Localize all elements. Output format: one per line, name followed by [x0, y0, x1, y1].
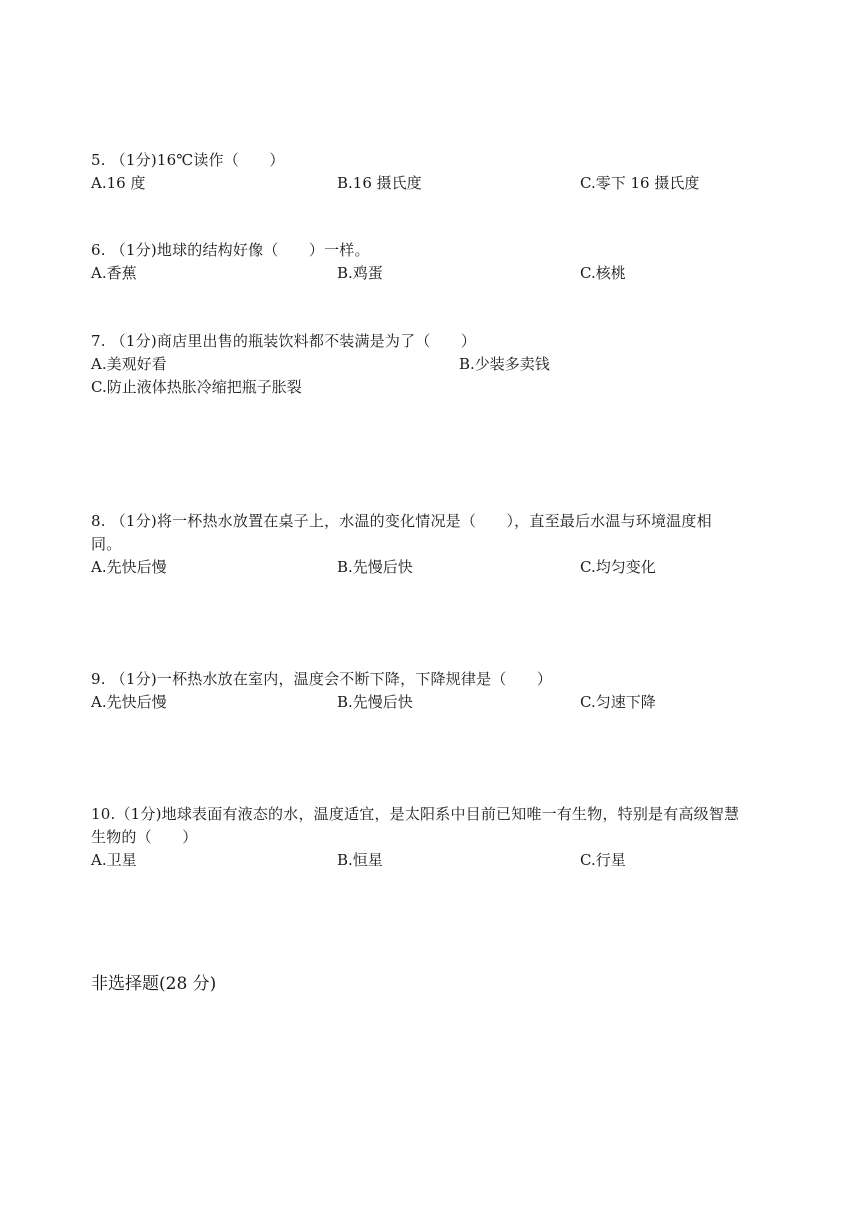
option-c: C.均匀变化	[580, 558, 656, 576]
question-stem: 10.（1分)地球表面有液态的水，温度适宜，是太阳系中目前已知唯一有生物，特别是有高级智慧生物的（ ）	[91, 805, 740, 846]
options-row	[91, 353, 741, 376]
options-row	[91, 849, 741, 872]
question-stem: 8. （1分)将一杯热水放置在桌子上，水温的变化情况是（ ），直至最后水温与环境温度相同。	[91, 512, 712, 553]
option-b: B.少装多卖钱	[459, 355, 550, 373]
option-a: A.美观好看	[91, 355, 167, 373]
section-heading: 非选择题(28 分)	[91, 974, 217, 994]
question-8	[91, 510, 741, 579]
option-a: A.16 度	[91, 174, 146, 192]
options-row	[91, 172, 741, 195]
option-c: C.行星	[580, 851, 626, 869]
option-b: B.恒星	[337, 851, 383, 869]
question-9	[91, 668, 741, 714]
option-a: A.香蕉	[91, 264, 137, 282]
option-a: A.卫星	[91, 851, 137, 869]
option-c: C.核桃	[580, 264, 626, 282]
question-10	[91, 803, 741, 872]
option-b: B.先慢后快	[337, 693, 413, 711]
option-a: A.先快后慢	[91, 693, 167, 711]
question-stem: 6. （1分)地球的结构好像（ ）一样。	[91, 241, 370, 259]
options-row	[91, 262, 741, 285]
option-c: C.零下 16 摄氏度	[580, 174, 700, 192]
question-5	[91, 149, 741, 195]
option-a: A.先快后慢	[91, 558, 167, 576]
question-stem: 5. （1分)16℃读作（ ）	[91, 151, 285, 169]
option-b: B.先慢后快	[337, 558, 413, 576]
options-row	[91, 556, 741, 579]
question-6	[91, 239, 741, 285]
option-c: C.匀速下降	[580, 693, 656, 711]
option-b: B.16 摄氏度	[337, 174, 422, 192]
option-c: C.防止液体热胀冷缩把瓶子胀裂	[91, 378, 302, 396]
options-row	[91, 691, 741, 714]
question-stem: 9. （1分)一杯热水放在室内，温度会不断下降，下降规律是（ ）	[91, 670, 553, 688]
option-b: B.鸡蛋	[337, 264, 383, 282]
question-7	[91, 330, 741, 399]
question-stem: 7. （1分)商店里出售的瓶装饮料都不装满是为了（ ）	[91, 332, 477, 350]
